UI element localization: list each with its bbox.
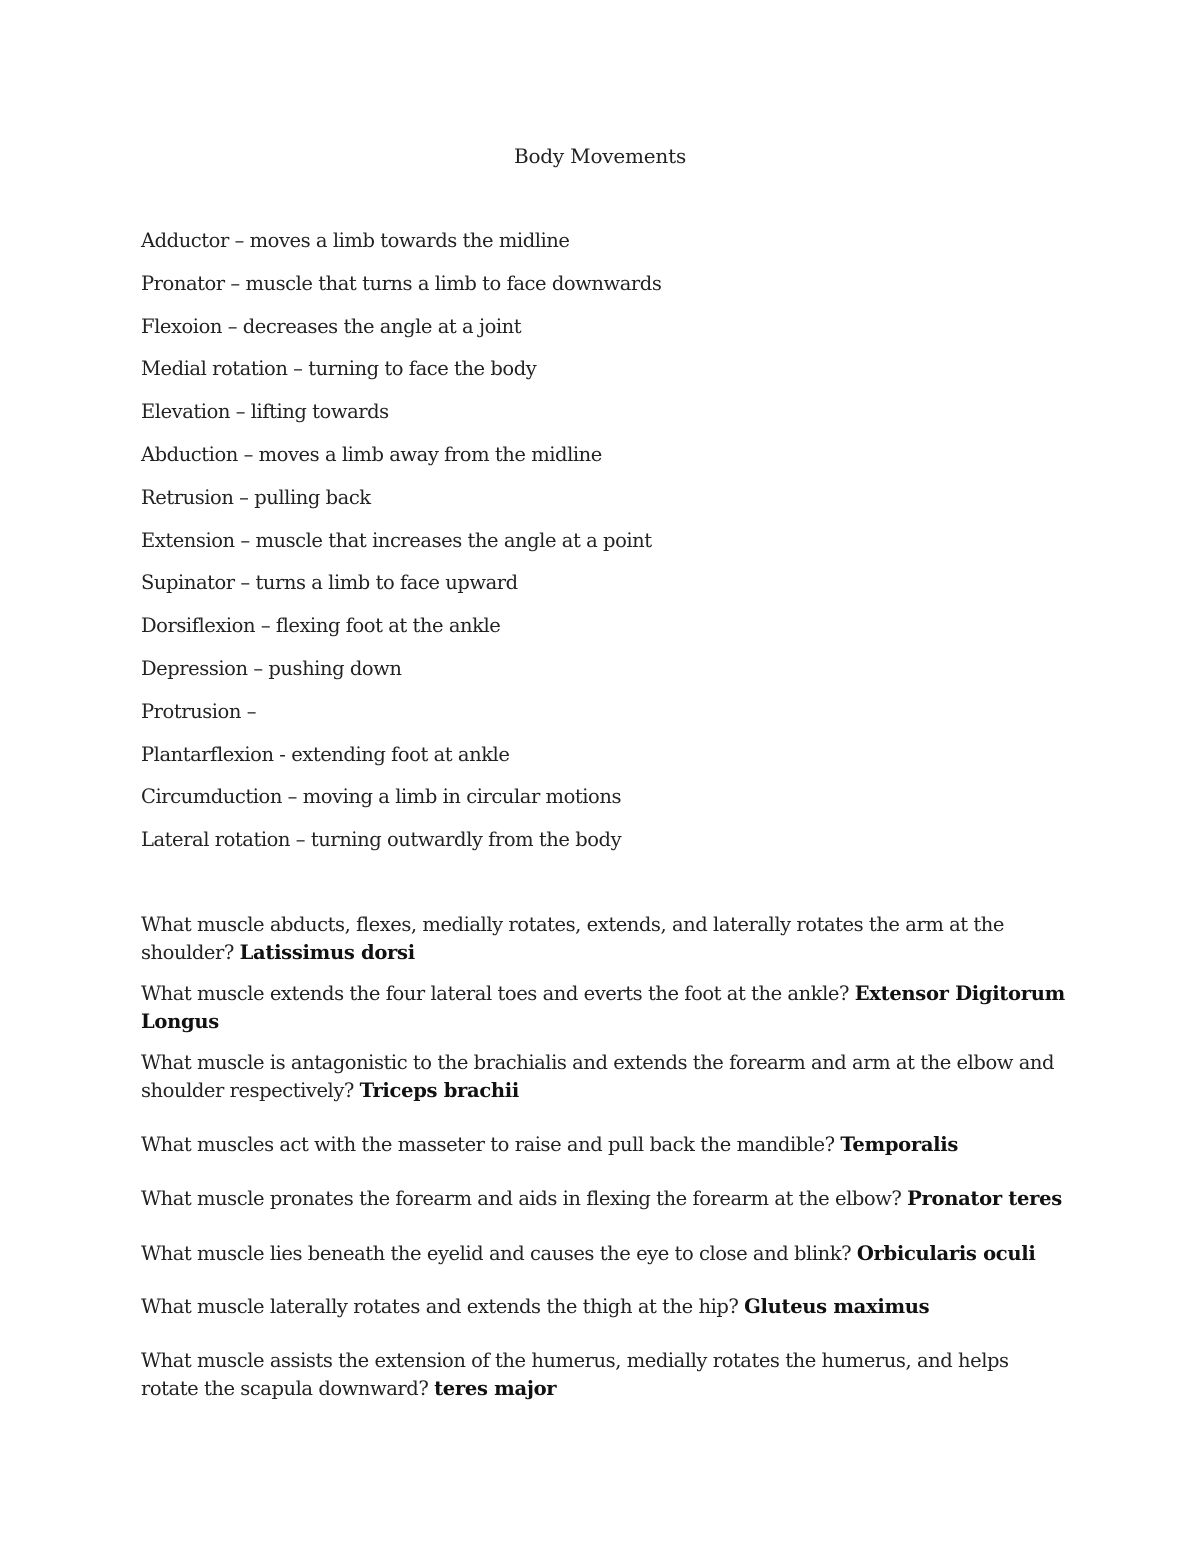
question-text: What muscle is antagonistic to the brachialis and extends the forearm and arm at the elbow and shoulder respectively? bbox=[141, 1051, 1055, 1102]
answer-text: Orbicularis oculi bbox=[856, 1242, 1036, 1265]
question-item bbox=[141, 1347, 1071, 1402]
term-item: Supinator – turns a limb to face upward bbox=[141, 571, 518, 595]
answer-text: Latissimus dorsi bbox=[239, 940, 415, 964]
term-item: Medial rotation – turning to face the body bbox=[141, 357, 537, 381]
answer-text: Triceps brachii bbox=[359, 1078, 520, 1102]
question-item bbox=[141, 1049, 1071, 1104]
term-item: Retrusion – pulling back bbox=[141, 485, 371, 509]
term-item: Pronator – muscle that turns a limb to face downwards bbox=[141, 271, 662, 295]
term-item: Elevation – lifting towards bbox=[141, 400, 389, 424]
question-text: What muscle lies beneath the eyelid and causes the eye to close and blink? bbox=[141, 1242, 852, 1265]
question-text: What muscle assists the extension of the humerus, medially rotates the humerus, and helps rotate the scapula downward? bbox=[141, 1349, 1009, 1400]
term-item: Adductor – moves a limb towards the midline bbox=[141, 229, 570, 252]
answer-text: teres major bbox=[434, 1376, 557, 1400]
question-item bbox=[141, 980, 1071, 1035]
term-item: Circumduction – moving a limb in circular motions bbox=[141, 785, 622, 809]
question-item bbox=[141, 1240, 1071, 1268]
question-item bbox=[141, 1185, 1071, 1213]
answer-text: Extensor Digitorum Longus bbox=[141, 982, 1065, 1033]
answer-text: Gluteus maximus bbox=[744, 1295, 930, 1318]
question-text: What muscle laterally rotates and extends the thigh at the hip? bbox=[141, 1295, 739, 1318]
question-item bbox=[141, 1131, 1071, 1159]
question-text: What muscles act with the masseter to raise and pull back the mandible? bbox=[141, 1133, 835, 1156]
term-list bbox=[141, 226, 1071, 868]
term-item: Protrusion – bbox=[141, 699, 256, 723]
term-item: Flexoion – decreases the angle at a joint bbox=[141, 314, 522, 338]
term-item: Dorsiflexion – flexing foot at the ankle bbox=[141, 614, 501, 638]
term-item: Lateral rotation – turning outwardly from the body bbox=[141, 828, 622, 852]
answer-text: Pronator teres bbox=[907, 1187, 1062, 1210]
question-item bbox=[141, 1293, 1071, 1321]
question-text: What muscle extends the four lateral toes and everts the foot at the ankle? bbox=[141, 982, 849, 1005]
term-item: Extension – muscle that increases the angle at a point bbox=[141, 528, 652, 552]
question-item bbox=[141, 911, 1071, 966]
question-text: What muscle pronates the forearm and aids in flexing the forearm at the elbow? bbox=[141, 1187, 902, 1210]
term-item: Plantarflexion - extending foot at ankle bbox=[141, 742, 510, 766]
term-item: Depression – pushing down bbox=[141, 656, 402, 680]
page-title: Body Movements bbox=[513, 144, 687, 168]
question-text: What muscle abducts, flexes, medially rotates, extends, and laterally rotates the arm at the shoulder? bbox=[141, 913, 1004, 964]
term-item: Abduction – moves a limb away from the midline bbox=[141, 442, 602, 466]
answer-text: Temporalis bbox=[840, 1133, 959, 1156]
